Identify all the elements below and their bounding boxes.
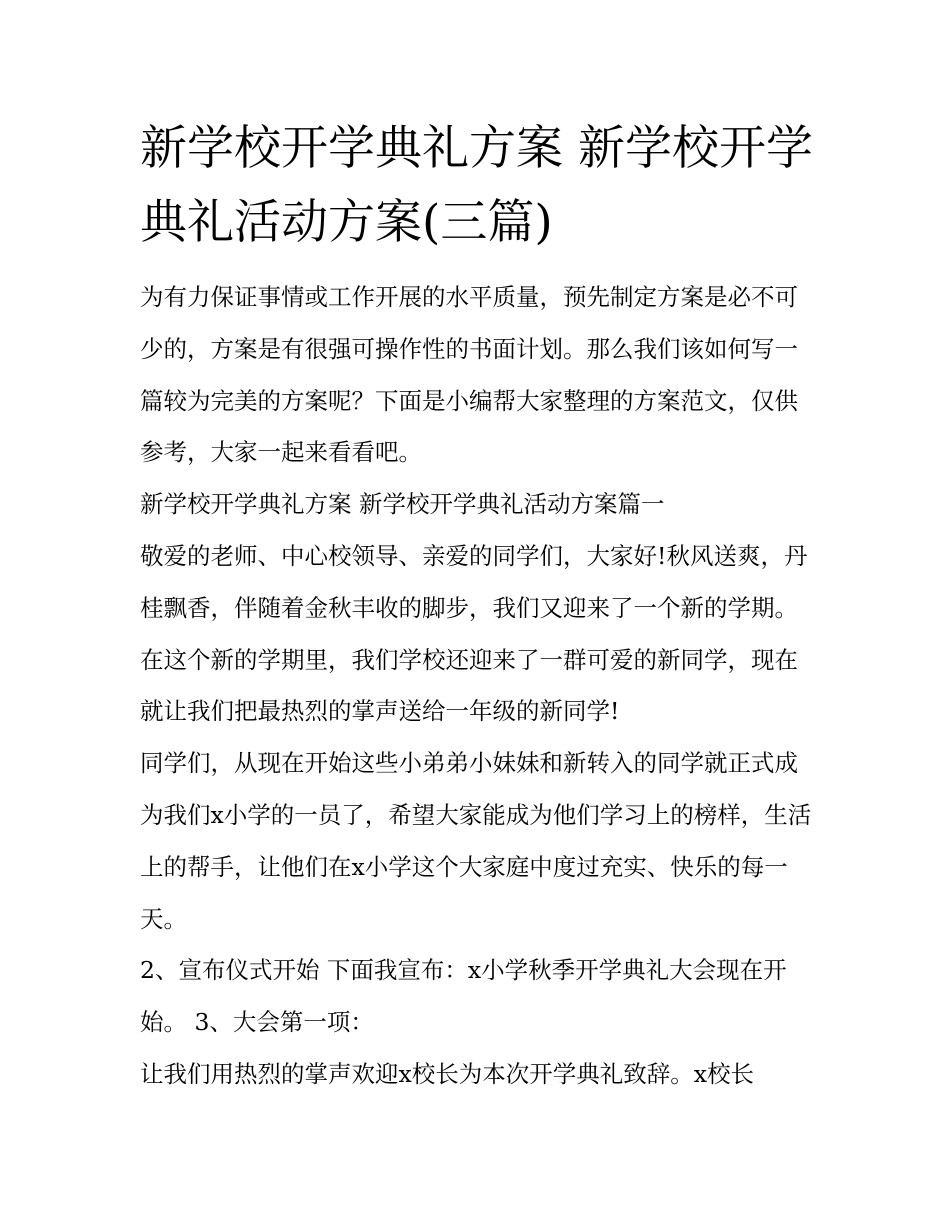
paragraph-principal-speech: 让我们用热烈的掌声欢迎x校长为本次开学典礼致辞。x校长	[140, 1059, 755, 1088]
section-heading: 新学校开学典礼方案 新学校开学典礼活动方案篇一	[140, 490, 665, 519]
document-body	[140, 272, 820, 1101]
document-title: 新学校开学典礼方案 新学校开学典礼活动方案(三篇)	[140, 121, 813, 250]
document-content	[140, 112, 820, 1101]
paragraph-ceremony-start: 2、宣布仪式开始 下面我宣布：x小学秋季开学典礼大会现在开始。 3、大会第一项：	[140, 956, 787, 1037]
paragraph-welcome: 同学们，从现在开始这些小弟弟小妹妹和新转入的同学就正式成为我们x小学的一员了，希望大家能成为他们学习上的榜样，生活上的帮手，让他们在x小学这个大家庭中度过充实、快乐的每一天。	[140, 749, 812, 933]
paragraph-greeting: 敬爱的老师、中心校领导、亲爱的同学们，大家好!秋风送爽，丹桂飘香，伴随着金秋丰收的脚步，我们又迎来了一个新的学期。在这个新的学期里，我们学校还迎来了一群可爱的新同学，现在就让我们把最热烈的掌声送给一年级的新同学!	[140, 541, 808, 726]
paragraph-intro: 为有力保证事情或工作开展的水平质量，预先制定方案是必不可少的，方案是有很强可操作性的书面计划。那么我们该如何写一篇较为完美的方案呢？下面是小编帮大家整理的方案范文，仅供参考，大家一起来看看吧。	[140, 283, 798, 467]
